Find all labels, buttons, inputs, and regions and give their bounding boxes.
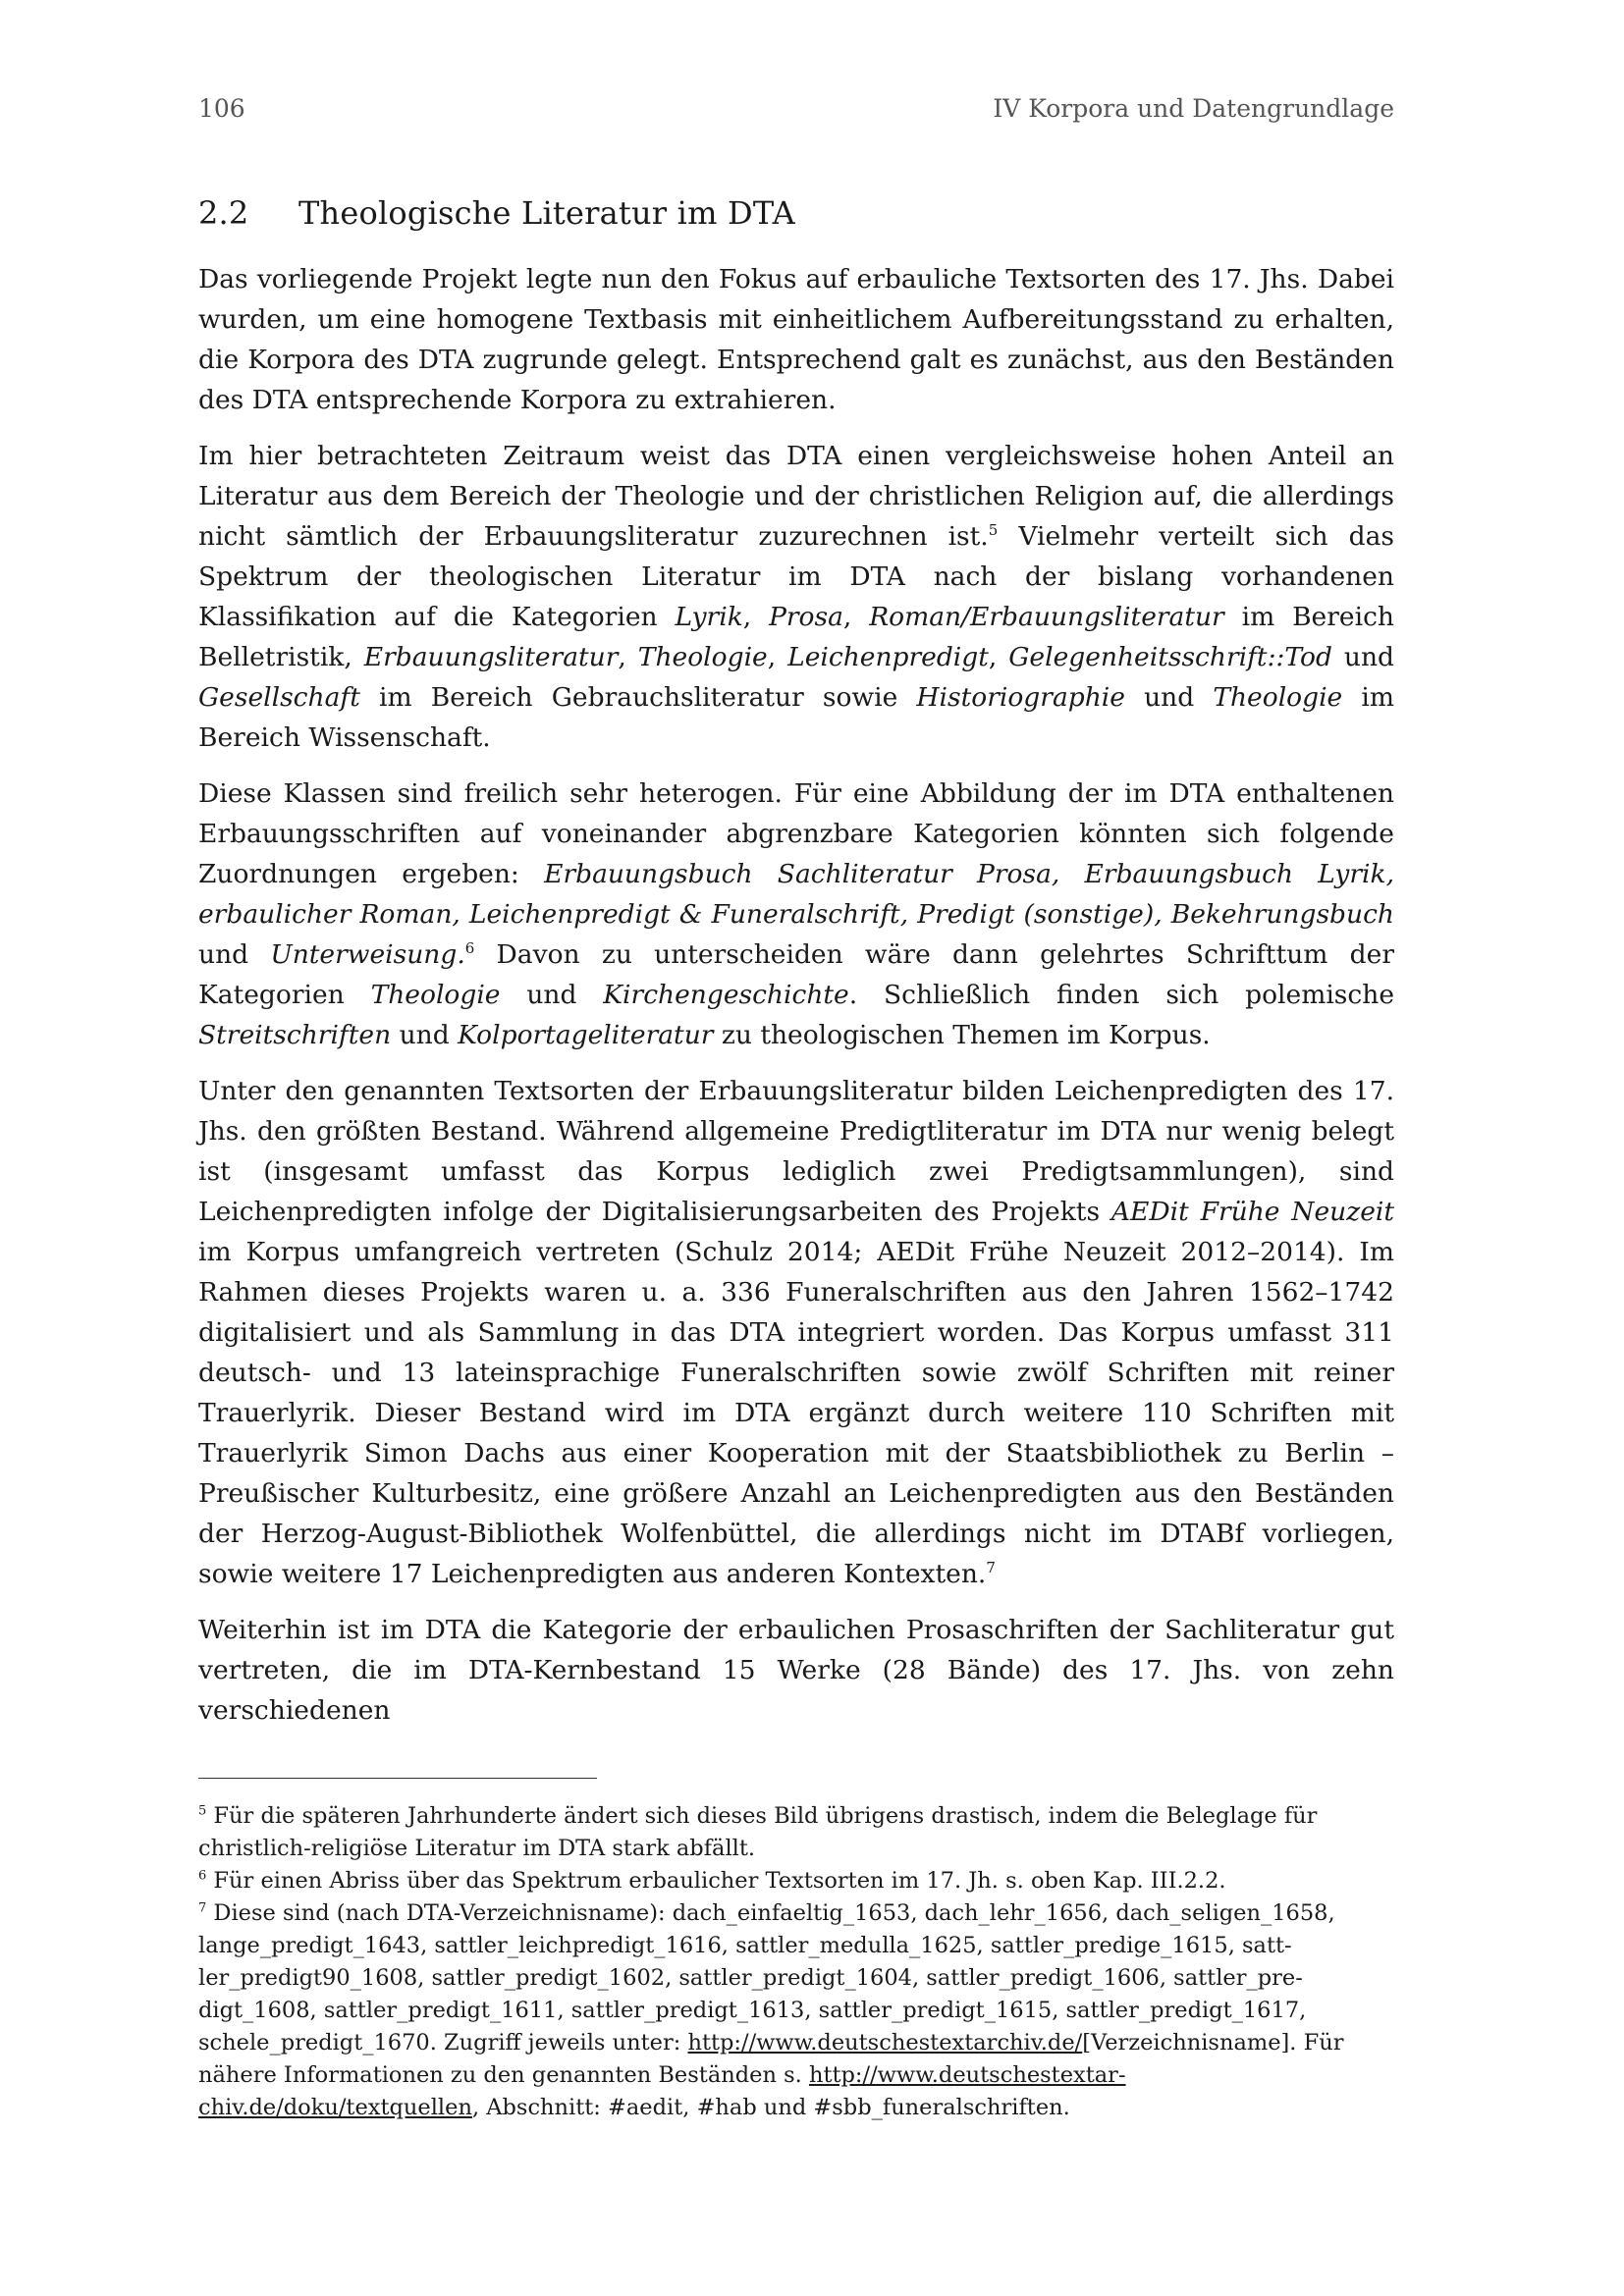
- italic-term: Roman/Erbauungsliteratur: [869, 602, 1224, 632]
- text-run: Diese sind (nach DTA-Verzeichnisname): dach_einfaeltig_1653, dach_lehr_1656, dach_seligen_1658, lange_predigt_1643, sattler_leichpredigt_1616, sattler_medulla_1625, sattler_predige_1615, sattler_predigt90_1608, sattler_predigt_1602, sattler_predigt_1604, sattler_predigt_1606, sattler_predigt_1608, sattler_predigt_1611, sattler_predigt_1613, sattler_predigt_1615, sattler_predigt_1617, schele_predigt_1670. Zugriff jeweils unter:: [198, 1900, 1335, 2056]
- footnote-ref[interactable]: 6: [464, 939, 475, 958]
- text-run: ,: [618, 642, 638, 672]
- text-run: Vielmehr verteilt sich das Spektrum der theologischen Literatur im DTA nach der bislang vorhandenen Klassifikation auf die Kategorien: [198, 521, 1394, 632]
- italic-term: Unterweisung.: [270, 939, 465, 970]
- section-title: Theologische Literatur im DTA: [298, 194, 795, 232]
- italic-term: Theologie: [1213, 682, 1343, 713]
- text-run: [Verzeichnisname]. Für nähere Informationen zu den genannten Beständen s.: [198, 2030, 1344, 2088]
- italic-term: Leichenpredigt: [787, 642, 989, 672]
- text-run: im Korpus umfangreich vertreten (Schulz 2014; AEDit Frühe Neuzeit 2012–2014). Im Rahmen dieses Projekts waren u. a. 336 Funeralschriften aus den Jahren 1562–1742 digitalisiert und als Sammlung in das DTA integriert worden. Das Korpus umfasst 311 deutsch- und 13 lateinsprachige Funeralschriften sowie zwölf Schriften mit reiner Trauerlyrik. Dieser Bestand wird im DTA ergänzt durch weitere 110 Schriften mit Trauerlyrik Simon Dachs aus einer Kooperation mit der Staatsbibliothek zu Berlin – Preußischer Kulturbesitz, eine größere Anzahl an Leichenpredigten aus den Beständen der Herzog-August-Bibliothek Wolfenbüttel, die allerdings nicht im DTABf vorliegen, sowie weitere 17 Leichenpredigten aus anderen Kontexten.: [198, 1237, 1394, 1589]
- italic-term: Historiographie: [916, 682, 1125, 713]
- text-run: und: [391, 1020, 459, 1050]
- text-run: , Abschnitt: #aedit, #hab und #sbb_funeralschriften.: [471, 2095, 1070, 2120]
- text-run: Für einen Abriss über das Spektrum erbaulicher Textsorten im 17. Jh. s. oben Kap. III.2.2.: [206, 1868, 1226, 1894]
- page-header: [198, 94, 1394, 133]
- italic-term: AEDit Frühe Neuzeit: [1110, 1197, 1395, 1227]
- running-title: IV Korpora und Datengrundlage: [993, 94, 1394, 123]
- footnote-ref[interactable]: 7: [986, 1559, 996, 1577]
- paragraph: [198, 1610, 1394, 1731]
- section-heading: [198, 194, 1394, 232]
- text-run: und: [198, 939, 271, 970]
- footnote: [198, 1800, 1394, 1865]
- italic-term: Gelegenheitsschrift::Tod: [1008, 642, 1332, 672]
- text-run: und: [1124, 682, 1214, 713]
- text-run: Für die späteren Jahrhunderte ändert sich dieses Bild übrigens drastisch, indem die Beleglage für christlich-religiöse Literatur im DTA stark abfällt.: [198, 1803, 1318, 1861]
- italic-term: Prosa: [769, 602, 843, 632]
- italic-term: Erbauungsliteratur: [363, 642, 619, 672]
- italic-term: Kolportageliteratur: [458, 1020, 714, 1050]
- url-link[interactable]: http://www.deutschestextarchiv.de/: [687, 2030, 1083, 2056]
- page-number: 106: [198, 94, 245, 123]
- italic-term: Theologie: [637, 642, 768, 672]
- italic-term: Theologie: [370, 980, 501, 1010]
- text-run: Diese Klassen sind freilich sehr heterogen. Für eine Abbildung der im DTA enthaltenen Erbauungsschriften auf voneinander abgrenzbare Kategorien könnten sich folgende Zuordnungen ergeben:: [198, 778, 1394, 889]
- italic-term: Erbauungsbuch Sachliteratur Prosa, Erbauungsbuch Lyrik, erbaulicher Roman, Leichenpredigt & Funeralschrift, Predigt (sonstige), Bekehrungsbuch: [198, 859, 1394, 930]
- text-run: ,: [742, 602, 770, 632]
- url-link[interactable]: http://www.deutschestextarchiv.de/doku/textquellen: [198, 2062, 1126, 2120]
- text-run: Davon zu unterscheiden wäre dann gelehrtes Schrifttum der Kategorien: [198, 939, 1394, 1010]
- footnote-ref[interactable]: 5: [988, 521, 999, 540]
- text-run: im Bereich Wissenschaft.: [198, 682, 1394, 753]
- text-run: Im hier betrachteten Zeitraum weist das DTA einen vergleichsweise hohen Anteil an Literatur aus dem Bereich der Theologie und der christlichen Religion auf, die allerdings nicht sämtlich der Erbauungsliteratur zuzurechnen ist.: [198, 441, 1394, 552]
- text-run: Das vorliegende Projekt legte nun den Fokus auf erbauliche Textsorten des 17. Jhs. Dabei wurden, um eine homogene Textbasis mit einheitlichem Aufbereitungsstand zu erhalten, die Korpora des DTA zugrunde gelegt. Entsprechend galt es zunächst, aus den Beständen des DTA entsprechende Korpora zu extrahieren.: [198, 264, 1394, 415]
- paragraph: [198, 1071, 1394, 1594]
- text-run: zu theologischen Themen im Korpus.: [713, 1020, 1211, 1050]
- text-run: Weiterhin ist im DTA die Kategorie der erbaulichen Prosaschriften der Sachliteratur gut vertreten, die im DTA-Kernbestand 15 Werke (28 Bände) des 17. Jhs. von zehn verschiedenen: [198, 1615, 1394, 1726]
- italic-term: Kirchengeschichte: [603, 980, 849, 1010]
- footnotes: [198, 1800, 1394, 2124]
- text-run: . Schließlich finden sich polemische: [848, 980, 1394, 1010]
- footnote-number: 5: [198, 1803, 207, 1819]
- italic-term: Streitschriften: [198, 1020, 392, 1050]
- text-run: ,: [842, 602, 870, 632]
- body-text: [198, 259, 1394, 1746]
- footnote-divider: [198, 1778, 597, 1779]
- text-run: im Bereich Belletristik,: [198, 602, 1394, 672]
- footnote-number: 7: [198, 1900, 207, 1916]
- paragraph: [198, 774, 1394, 1055]
- text-run: ,: [767, 642, 788, 672]
- paragraph: [198, 259, 1394, 420]
- footnote: [198, 1897, 1394, 2124]
- text-run: und: [500, 980, 604, 1010]
- footnote-number: 6: [198, 1868, 207, 1884]
- text-run: im Bereich Gebrauchsliteratur sowie: [359, 682, 917, 713]
- text-run: ,: [988, 642, 1009, 672]
- italic-term: Gesellschaft: [198, 682, 360, 713]
- footnote: [198, 1865, 1394, 1897]
- text-run: und: [1331, 642, 1395, 672]
- italic-term: Lyrik: [675, 602, 743, 632]
- paragraph: [198, 436, 1394, 758]
- section-number: 2.2: [198, 194, 249, 232]
- text-run: Unter den genannten Textsorten der Erbauungsliteratur bilden Leichenpredigten des 17. Jhs. den größten Bestand. Während allgemeine Predigtliteratur im DTA nur wenig belegt ist (insgesamt umfasst das Korpus lediglich zwei Predigtsammlungen), sind Leichenpredigten infolge der Digitalisierungsarbeiten des Projekts: [198, 1076, 1394, 1227]
